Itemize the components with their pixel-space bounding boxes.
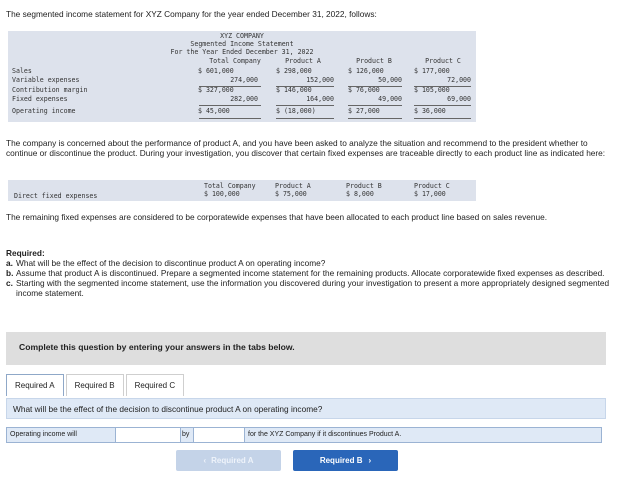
tab-required-c[interactable]: Required C: [126, 374, 184, 396]
rule-c-3: [414, 118, 471, 119]
rule-b-2: [348, 105, 402, 106]
cell-variable-total: 274,000: [230, 76, 258, 84]
required-letter-b: b.: [6, 268, 14, 279]
cell-contribution-c: $ 105,000: [414, 86, 450, 94]
required-text-b: Assume that product A is discontinued. Prepare a segmented income statement for the remaining products. Allocate corporatewide fixed expenses as described.: [16, 268, 605, 279]
rule-a-3: [276, 118, 334, 119]
investigation-text: The company is concerned about the performance of product A, and you have been asked to analyze the situation and recommend to the president whether to continue or discontinue the product. During your investigation, you discover that certain fixed expenses are traceable directly to each product line as indicated here:: [6, 138, 606, 159]
prev-required-button[interactable]: [176, 450, 281, 471]
direct-col-total: Total Company: [204, 182, 256, 190]
cell-operating-a: $ (18,000): [276, 107, 316, 115]
required-item-c: [6, 278, 618, 298]
direct-col-c: Product C: [414, 182, 450, 190]
row-label-sales: Sales: [12, 67, 32, 75]
next-button-label: Required B: [319, 455, 363, 465]
direct-fixed-table: [8, 180, 476, 201]
cell-operating-b: $ 27,000: [348, 107, 380, 115]
direct-c: $ 17,000: [414, 190, 446, 198]
cell-sales-b: $ 126,000: [348, 67, 384, 75]
col-product-b: Product B: [356, 57, 392, 65]
cell-fixed-total: 282,000: [230, 95, 258, 103]
col-total-company: Total Company: [209, 57, 261, 65]
cell-contribution-a: $ 146,000: [276, 86, 312, 94]
instructions-banner: [6, 332, 606, 365]
statement-title: Segmented Income Statement: [190, 40, 294, 48]
cell-contribution-total: $ 327,000: [198, 86, 234, 94]
instructions-text: Complete this question by entering your answers in the tabs below.: [19, 342, 295, 352]
required-heading: Required:: [6, 248, 45, 258]
cell-sales-a: $ 298,000: [276, 67, 312, 75]
rule-b-3: [348, 118, 402, 119]
rule-c-2: [414, 105, 471, 106]
tab-bar: [6, 374, 186, 396]
row-label-variable-expenses: Variable expenses: [12, 76, 80, 84]
cell-operating-total: $ 45,000: [198, 107, 230, 115]
cell-variable-b: 50,000: [378, 76, 402, 84]
cell-variable-a: 152,000: [306, 76, 334, 84]
required-text-c: Starting with the segmented income statement, use the information you discovered during your investigation to present a more appropriately designed segmented income statement.: [16, 278, 610, 299]
chevron-left-icon: ‹: [203, 455, 207, 465]
required-letter-c: c.: [6, 278, 13, 289]
row-label-contribution-margin: Contribution margin: [12, 86, 88, 94]
direct-label: Direct fixed expenses: [14, 192, 98, 200]
required-text-a: What will be the effect of the decision to discontinue product A on operating income?: [16, 258, 326, 269]
answer-label-suffix: for the XYZ Company if it discontinues Product A.: [245, 428, 601, 442]
remaining-fixed-text: The remaining fixed expenses are considered to be corporatewide expenses that have been allocated to each product line based on sales revenue.: [6, 212, 548, 222]
row-label-fixed-expenses: Fixed expenses: [12, 95, 68, 103]
next-required-button[interactable]: [293, 450, 398, 471]
col-product-a: Product A: [285, 57, 321, 65]
col-product-c: Product C: [425, 57, 461, 65]
tab-required-a[interactable]: Required A: [6, 374, 64, 396]
direct-col-a: Product A: [275, 182, 311, 190]
statement-period: For the Year Ended December 31, 2022: [170, 48, 314, 56]
cell-sales-total: $ 601,000: [198, 67, 234, 75]
cell-contribution-b: $ 76,000: [348, 86, 380, 94]
tab-required-b[interactable]: Required B: [66, 374, 124, 396]
answer-row: [6, 427, 602, 443]
question-bar: [6, 398, 606, 419]
answer-label-by: by: [181, 428, 193, 442]
cell-sales-c: $ 177,000: [414, 67, 450, 75]
rule-a-2: [276, 105, 334, 106]
direct-total: $ 100,000: [204, 190, 240, 198]
row-label-operating-income: Operating income: [12, 107, 76, 115]
required-section: [6, 248, 618, 299]
cell-fixed-c: 69,000: [447, 95, 471, 103]
direct-col-b: Product B: [346, 182, 382, 190]
cell-variable-c: 72,000: [447, 76, 471, 84]
chevron-right-icon: ›: [368, 455, 372, 465]
cell-fixed-a: 164,000: [306, 95, 334, 103]
answer-label-operating-income: Operating income will: [7, 428, 115, 442]
direct-a: $ 75,000: [275, 190, 307, 198]
required-letter-a: a.: [6, 258, 13, 269]
rule-total-2: [199, 105, 261, 106]
prev-button-label: Required A: [211, 455, 254, 465]
rule-total-3: [199, 118, 261, 119]
required-item-b: [6, 268, 618, 278]
answer-amount-input[interactable]: [193, 428, 245, 442]
question-text: What will be the effect of the decision to discontinue product A on operating income?: [13, 404, 323, 414]
intro-text: The segmented income statement for XYZ Company for the year ended December 31, 2022, follows:: [6, 9, 377, 19]
answer-effect-select[interactable]: [115, 428, 181, 442]
required-item-a: [6, 258, 618, 268]
statement-company: XYZ COMPANY: [220, 32, 264, 40]
direct-b: $ 8,000: [346, 190, 374, 198]
income-statement-table: [8, 31, 476, 122]
cell-operating-c: $ 36,000: [414, 107, 446, 115]
cell-fixed-b: 49,000: [378, 95, 402, 103]
